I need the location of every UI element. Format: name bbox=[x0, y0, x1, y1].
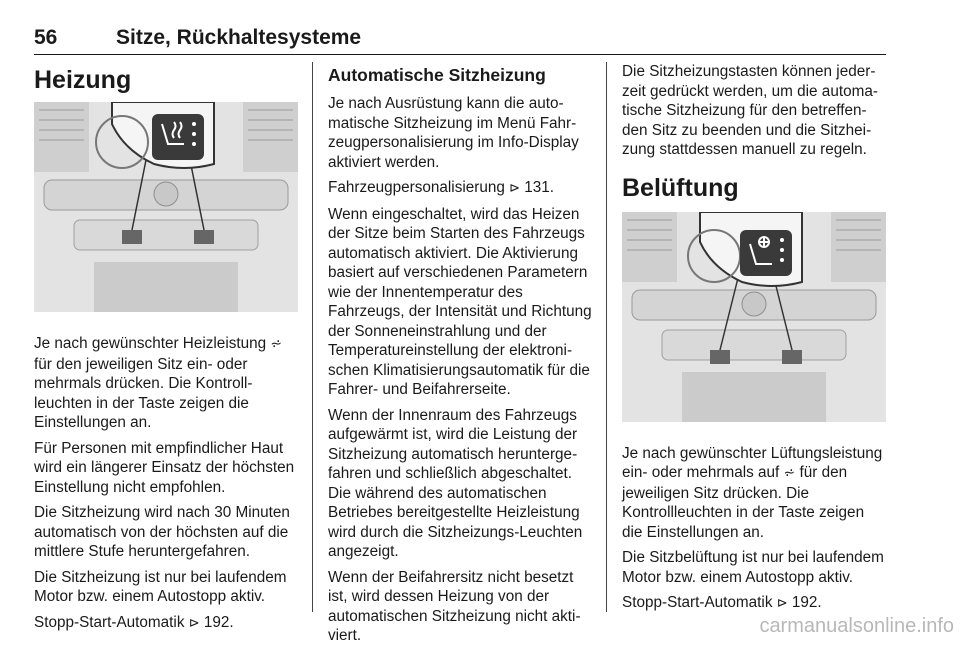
section-heading-automatic-heating: Automatische Sitzheizung bbox=[328, 65, 546, 85]
paragraph-ventilation-buttons: Je nach gewünschter Lüftungsleistung ein- oder mehrmals auf ⩫ für den jeweiligen Sitz drücken. Die Kontrollleuchten in der Taste zeigen die Einstellungen an. bbox=[622, 444, 883, 541]
paragraph-stop-start-reference: Stopp-Start-Automatik ⊳ 192. bbox=[34, 613, 234, 631]
paragraph-auto-reduction-indicator: Wenn der Innenraum des Fahrzeugs aufgewärmt ist, wird die Leistung der Sitzheizung automatisch heruntergefahren und schließlich abgeschaltet. Die während des automatischen Betriebes bereitgestellte Heizleistung wird durch die Sitzheizungs-Leuchten angezeigt. bbox=[328, 406, 583, 560]
seat-ventilation-icon: ⩫ bbox=[783, 465, 796, 481]
seat-heating-icon: ⩫ bbox=[270, 336, 283, 352]
column-ventilation bbox=[622, 62, 886, 620]
column-heating bbox=[34, 62, 298, 639]
paragraph-engine-running: Die Sitzheizung ist nur bei laufendem Motor bzw. einem Autostopp aktiv. bbox=[34, 568, 287, 605]
page-reference-icon: ⊳ bbox=[188, 615, 200, 631]
seat-heating-illustration bbox=[34, 102, 298, 312]
page-reference-icon: ⊳ bbox=[509, 181, 521, 196]
section-heading-ventilation: Belüftung bbox=[622, 173, 739, 202]
page-number: 56 bbox=[34, 26, 58, 49]
watermark: carmanualsonline.info bbox=[759, 615, 954, 637]
paragraph-manual-override: Die Sitzheizungstasten können jederzeit gedrückt werden, um die automatische Sitzheizung für den betreffenden Sitz zu beenden und die Sitzheizung stattdessen manuell zu regeln. bbox=[622, 63, 878, 158]
page-reference-icon: ⊳ bbox=[776, 596, 788, 611]
paragraph-auto-reduction: Die Sitzheizung wird nach 30 Minuten automatisch von der höchsten auf die mittlere Stufe heruntergefahren. bbox=[34, 504, 290, 560]
paragraph-auto-activation: Wenn eingeschaltet, wird das Heizen der Sitze beim Starten des Fahrzeugs automatisch aktiviert. Die Aktivierung basiert auf verschiedenen Parametern wie der Innentemperatur des Fahrzeugs, der Intensität und Richtung der Sonneneinstrahlung und der Temperatureinstellung der elektronischen Klimatisierungsautomatik für die Fahrer- und Beifahrerseite. bbox=[328, 205, 592, 398]
paragraph-stop-start-reference: Stopp-Start-Automatik ⊳ 192. bbox=[622, 594, 822, 611]
page-header bbox=[34, 24, 886, 55]
paragraph-ventilation-engine-running: Die Sitzbelüftung ist nur bei laufendem Motor bzw. einem Autostopp aktiv. bbox=[622, 549, 884, 586]
column-divider bbox=[606, 62, 607, 612]
paragraph-sensitive-skin: Für Personen mit empfindlicher Haut wird ein längerer Einsatz der höchsten Einstellung nicht empfohlen. bbox=[34, 439, 295, 496]
paragraph-heating-buttons: Je nach gewünschter Heizleistung ⩫ für den jeweiligen Sitz ein- oder mehrmals drücken. Die Kontrollleuchten in der Taste zeigen die Einstellungen an. bbox=[34, 335, 283, 431]
seat-ventilation-illustration bbox=[622, 212, 886, 422]
paragraph-passenger-seat: Wenn der Beifahrersitz nicht besetzt ist, wird dessen Heizung von der automatischen Sitzheizung nicht aktiviert. bbox=[328, 568, 581, 644]
column-divider bbox=[312, 62, 313, 612]
paragraph-auto-availability: Je nach Ausrüstung kann die automatische Sitzheizung im Menü Fahrzeugpersonalisierung im Info-Display aktiviert werden. bbox=[328, 95, 579, 171]
column-automatic-heating bbox=[328, 62, 592, 652]
paragraph-personalisation-reference: Fahrzeugpersonalisierung ⊳ 131. bbox=[328, 179, 555, 196]
section-heading-heating: Heizung bbox=[34, 66, 132, 94]
running-title: Sitze, Rückhaltesysteme bbox=[116, 26, 362, 49]
